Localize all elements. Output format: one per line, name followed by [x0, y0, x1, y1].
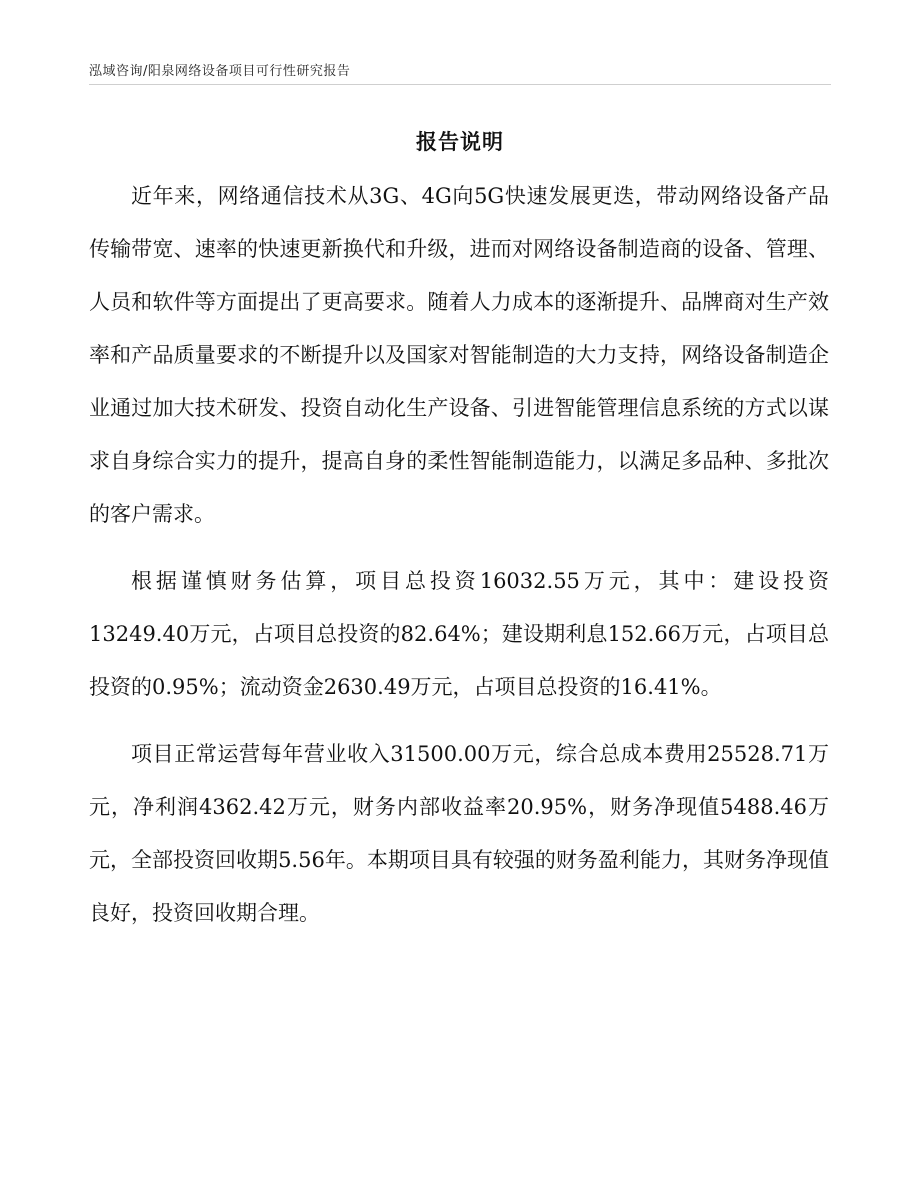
- page-title: 报告说明: [416, 130, 504, 154]
- paragraph-financials: 项目正常运营每年营业收入31500.00万元，综合总成本费用25528.71万元，净利润4362.42万元，财务内部收益率20.95%，财务净现值5488.46万元，全部投资回收期5.56年。本期项目具有较强的财务盈利能力，其财务净现值良好，投资回收期合理。: [89, 742, 829, 925]
- paragraph-background: 近年来，网络通信技术从3G、4G向5G快速发展更迭，带动网络设备产品传输带宽、速率的快速更新换代和升级，进而对网络设备制造商的设备、管理、人员和软件等方面提出了更高要求。随着人力成本的逐渐提升、品牌商对生产效率和产品质量要求的不断提升以及国家对智能制造的大力支持，网络设备制造企业通过加大技术研发、投资自动化生产设备、引进智能管理信息系统的方式以谋求自身综合实力的提升，提高自身的柔性智能制造能力，以满足多品种、多批次的客户需求。: [89, 184, 829, 526]
- running-header: 泓域咨询/阳泉网络设备项目可行性研究报告: [89, 64, 351, 79]
- header-divider: [89, 84, 831, 85]
- paragraph-investment: 根据谨慎财务估算，项目总投资16032.55万元，其中：建设投资13249.40万元，占项目总投资的82.64%；建设期利息152.66万元，占项目总投资的0.95%；流动资金2630.49万元，占项目总投资的16.41%。: [89, 569, 829, 699]
- document-body: [89, 170, 829, 954]
